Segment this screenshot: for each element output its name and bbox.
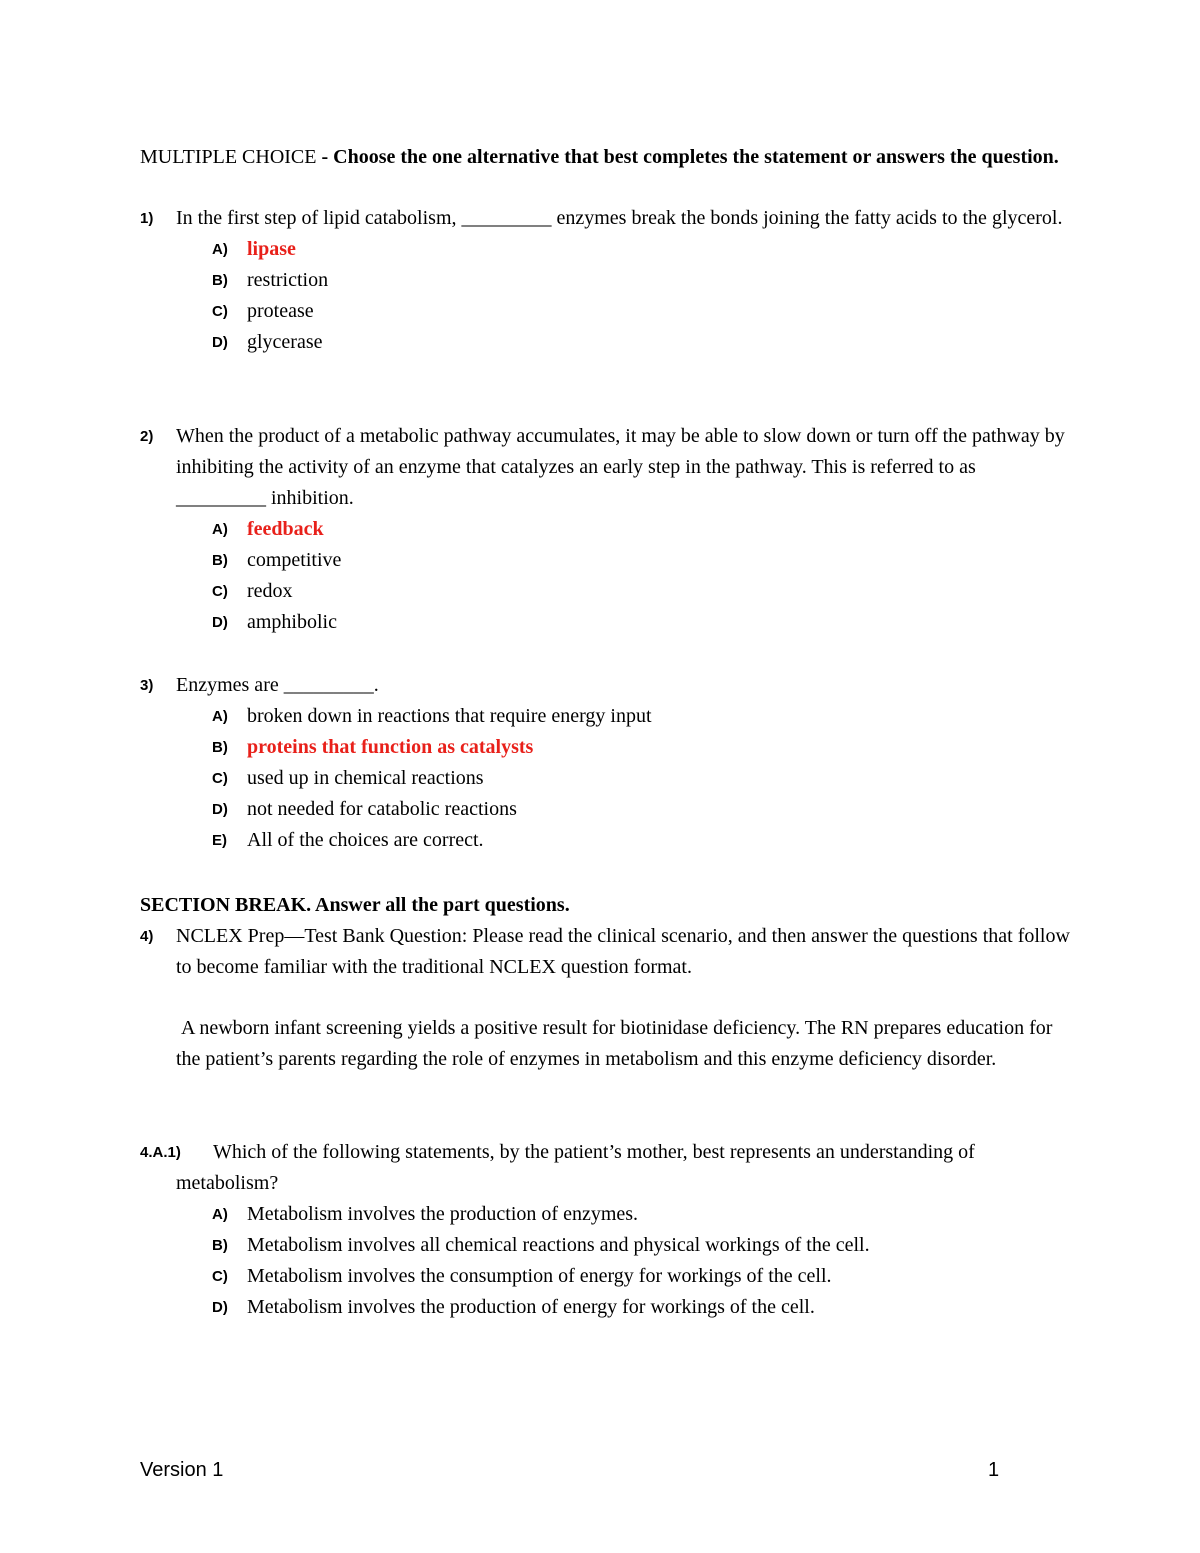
option-c (212, 763, 1070, 794)
option-letter: A) (212, 241, 228, 258)
option-text-correct: proteins that function as catalysts (247, 736, 534, 758)
option-text: not needed for catabolic reactions (247, 798, 517, 820)
clinical-scenario (176, 1013, 1076, 1075)
option-letter: D) (212, 334, 228, 351)
option-text: redox (247, 580, 293, 602)
option-b (212, 265, 1070, 296)
option-text-correct: feedback (247, 518, 324, 540)
option-text: protease (247, 300, 314, 322)
option-letter: A) (212, 1206, 228, 1223)
option-e (212, 825, 1070, 856)
question-4a1 (140, 1137, 1070, 1323)
question-text: Which of the following statements, by the patient’s mother, best represents an understanding of metabolism? (176, 1141, 975, 1194)
footer-page-number: 1 (988, 1459, 1000, 1481)
option-text-correct: lipase (247, 238, 296, 260)
option-c (212, 1261, 1070, 1292)
option-letter: A) (212, 521, 228, 538)
section-break-heading: SECTION BREAK. Answer all the part questions. (140, 894, 570, 916)
question-text: NCLEX Prep—Test Bank Question: Please read the clinical scenario, and then answer the questions that follow to become familiar with the traditional NCLEX question format. (176, 925, 1070, 978)
header-instruction: - Choose the one alternative that best completes the statement or answers the question. (316, 146, 1059, 168)
option-letter: C) (212, 770, 228, 787)
option-letter: D) (212, 1299, 228, 1316)
option-text: Metabolism involves the production of enzymes. (247, 1203, 639, 1225)
option-c (212, 296, 1070, 327)
option-d (212, 794, 1070, 825)
option-letter: E) (212, 832, 227, 849)
option-text: Metabolism involves the consumption of energy for workings of the cell. (247, 1265, 832, 1287)
question-number: 4) (140, 928, 154, 945)
option-letter: B) (212, 739, 228, 756)
option-text: restriction (247, 269, 329, 291)
option-text: broken down in reactions that require energy input (247, 705, 652, 727)
option-text: Metabolism involves the production of energy for workings of the cell. (247, 1296, 815, 1318)
instructions-header (140, 142, 1070, 173)
option-a (212, 1199, 1070, 1230)
option-a (212, 234, 1070, 265)
option-a (212, 701, 1070, 732)
option-letter: C) (212, 1268, 228, 1285)
option-text: Metabolism involves all chemical reactions and physical workings of the cell. (247, 1234, 870, 1256)
question-number: 1) (140, 210, 154, 227)
question-4 (140, 921, 1070, 983)
option-letter: B) (212, 1237, 228, 1254)
option-d (212, 607, 1070, 638)
option-letter: B) (212, 552, 228, 569)
option-letter: C) (212, 583, 228, 600)
option-c (212, 576, 1070, 607)
option-text: glycerase (247, 331, 323, 353)
question-text: Enzymes are _________. (176, 674, 379, 696)
option-b (212, 545, 1070, 576)
option-letter: C) (212, 303, 228, 320)
option-b (212, 732, 1070, 763)
question-3 (140, 670, 1070, 856)
question-1 (140, 203, 1070, 358)
question-text: In the first step of lipid catabolism, _________ enzymes break the bonds joining the fatty acids to the glycerol. (176, 207, 1063, 229)
header-lead: MULTIPLE CHOICE (140, 146, 317, 168)
option-d (212, 1292, 1070, 1323)
option-text: used up in chemical reactions (247, 767, 484, 789)
question-number: 3) (140, 677, 154, 694)
option-letter: B) (212, 272, 228, 289)
option-letter: D) (212, 801, 228, 818)
option-letter: D) (212, 614, 228, 631)
option-b (212, 1230, 1070, 1261)
option-text: competitive (247, 549, 342, 571)
option-letter: A) (212, 708, 228, 725)
question-number: 4.A.1) (140, 1144, 181, 1161)
question-number: 2) (140, 428, 154, 445)
option-d (212, 327, 1070, 358)
option-text: amphibolic (247, 611, 337, 633)
option-text: All of the choices are correct. (247, 829, 484, 851)
option-a (212, 514, 1070, 545)
footer-version: Version 1 (140, 1459, 224, 1481)
question-2 (140, 421, 1070, 638)
scenario-text: A newborn infant screening yields a positive result for biotinidase deficiency. The RN prepares education for the patient’s parents regarding the role of enzymes in metabolism and this enzyme deficiency disorder. (176, 1017, 1053, 1070)
question-text: When the product of a metabolic pathway accumulates, it may be able to slow down or turn off the pathway by inhibiting the activity of an enzyme that catalyzes an early step in the pathway. This is referred to as _________ inhibition. (176, 425, 1065, 509)
